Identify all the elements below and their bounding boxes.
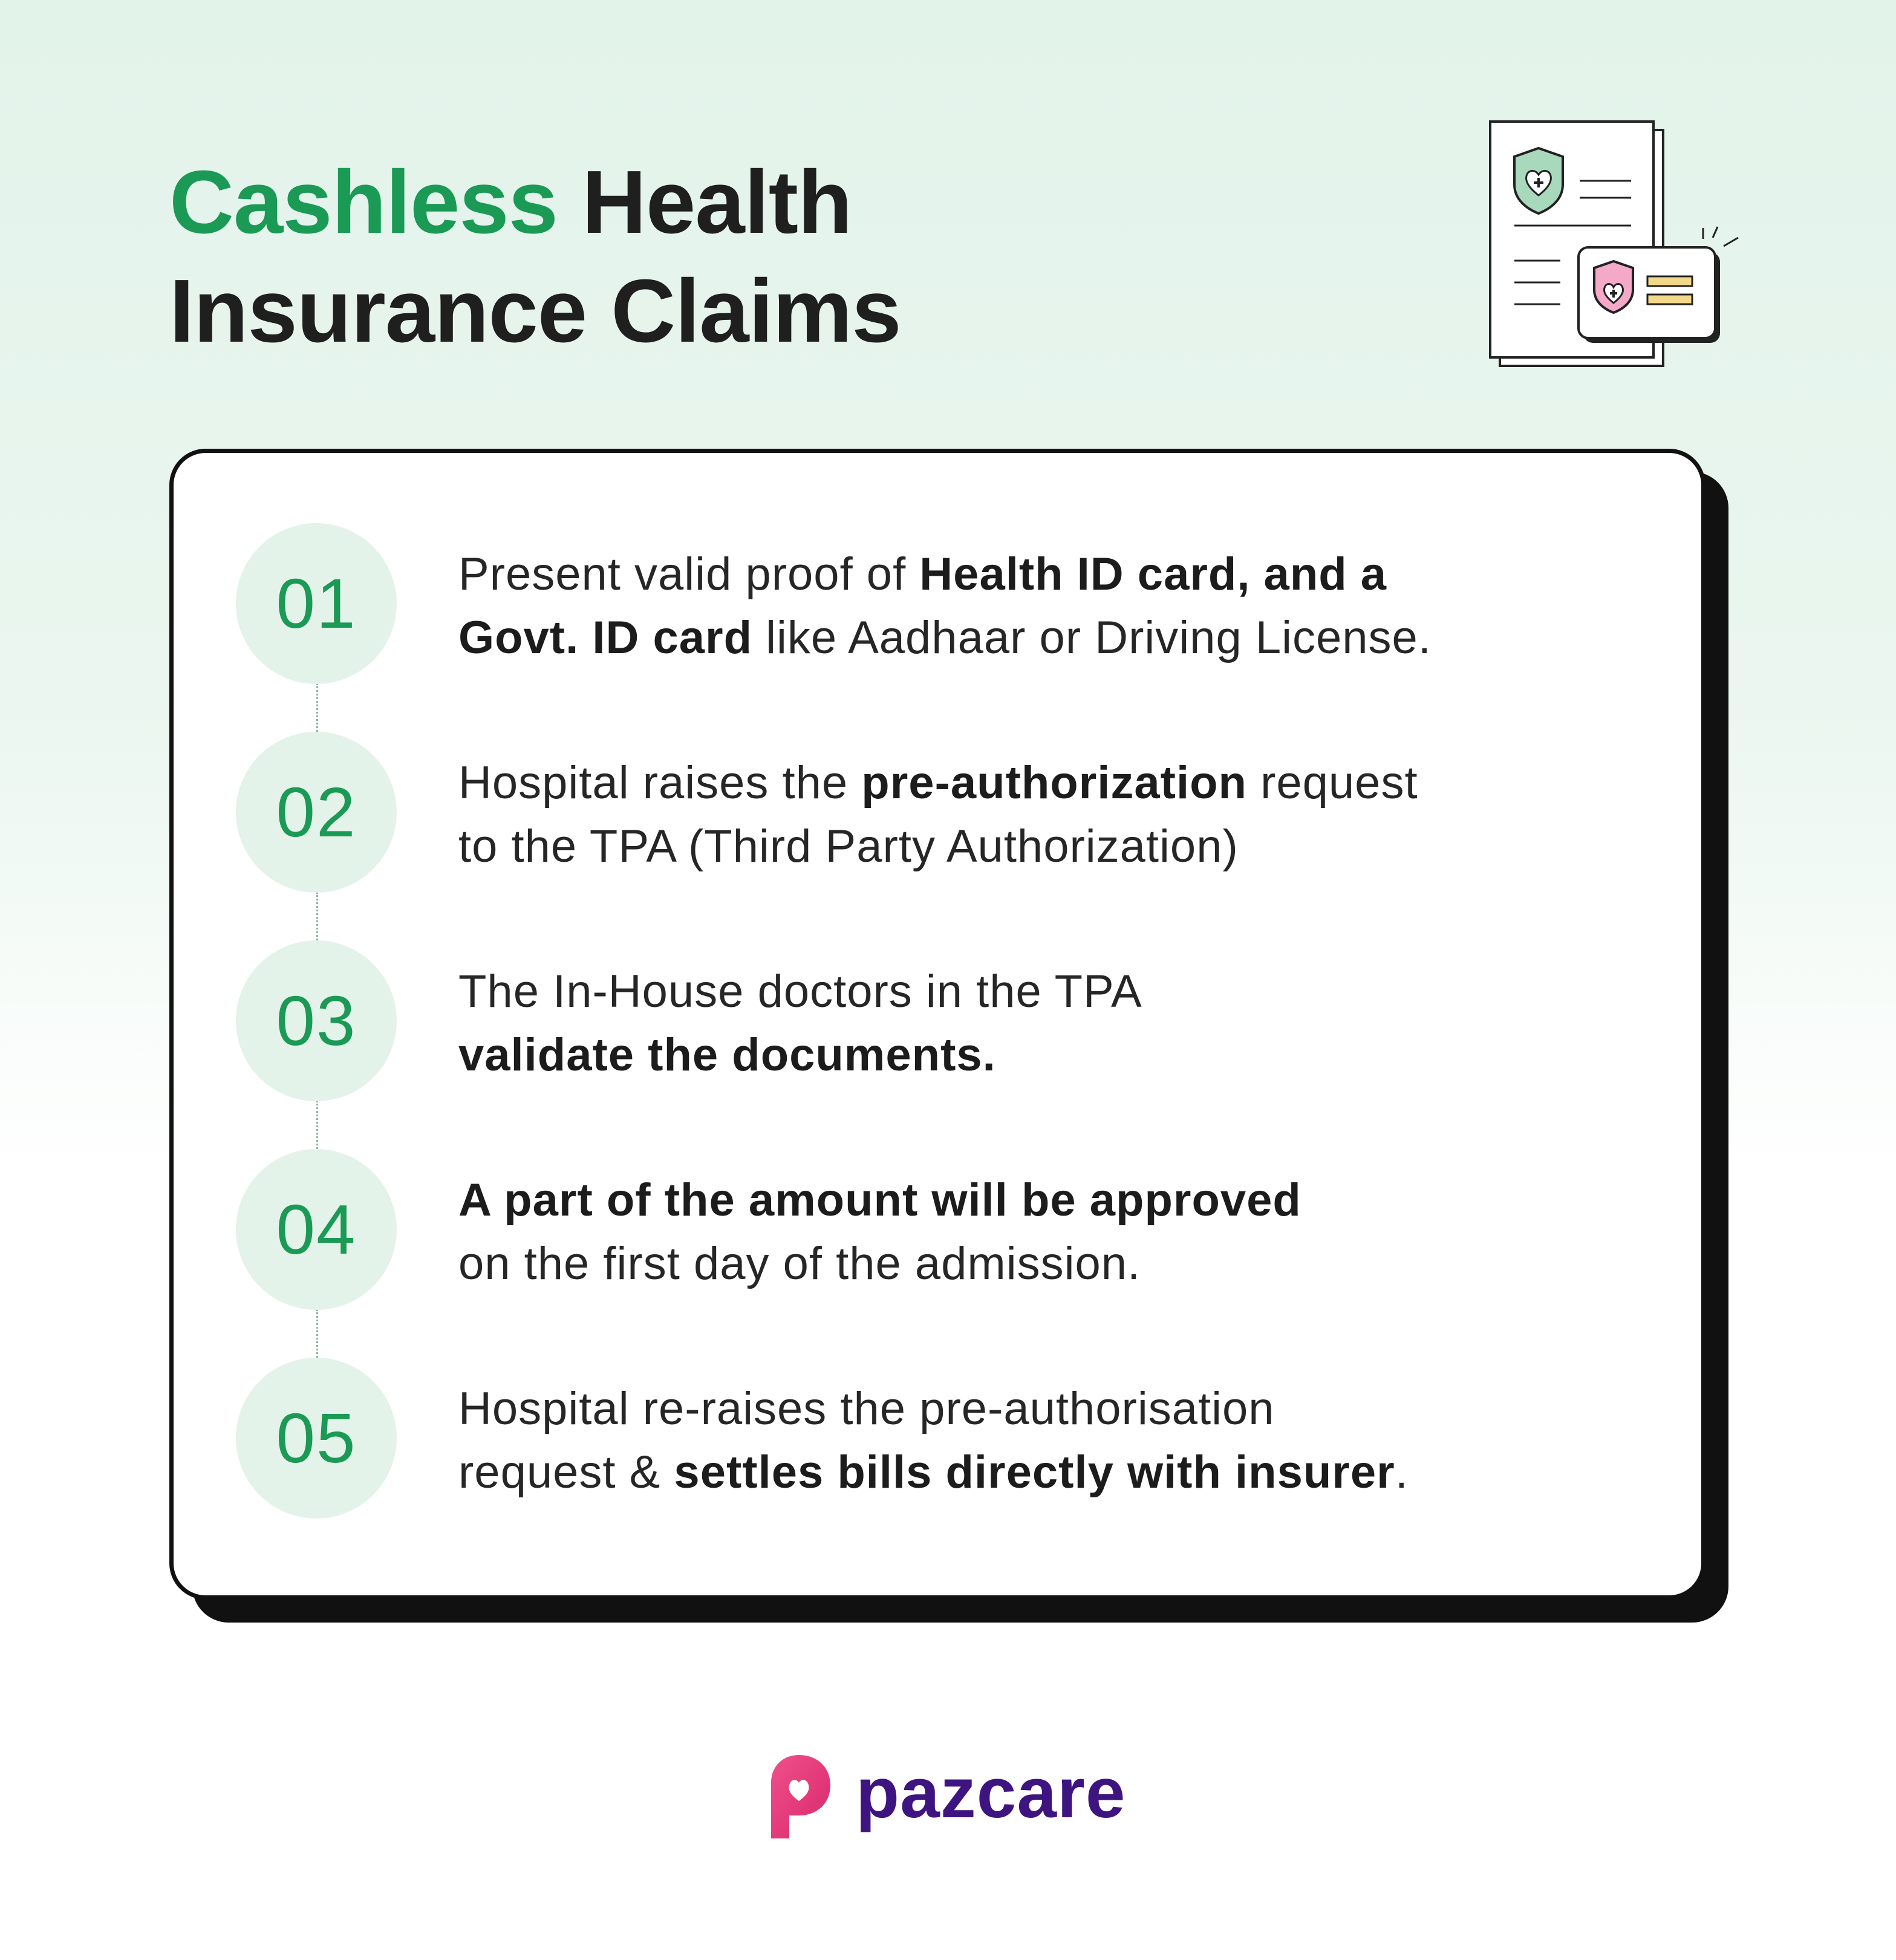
step-number-3: 03 bbox=[236, 940, 397, 1101]
step-text-segment: Hospital raises the bbox=[458, 757, 862, 809]
step-text-segment: Present valid proof of bbox=[458, 549, 920, 600]
step-text-5 bbox=[458, 1377, 1644, 1504]
step-connector bbox=[316, 1101, 318, 1149]
step-text-segment: to the TPA (Third Party Authorization) bbox=[458, 821, 1239, 872]
step-text-bold: Govt. ID card bbox=[458, 612, 752, 663]
step-text-bold: validate the documents. bbox=[458, 1029, 996, 1081]
step-text-bold: settles bills directly with insurer bbox=[674, 1447, 1395, 1498]
step-text-segment: request & bbox=[458, 1447, 674, 1498]
step-text-bold: Health ID card, and a bbox=[919, 549, 1387, 600]
step-text-segment: request bbox=[1246, 757, 1418, 809]
step-number-5: 05 bbox=[236, 1358, 397, 1519]
step-text-bold: pre-authorization bbox=[861, 757, 1247, 809]
step-text-segment: . bbox=[1395, 1447, 1409, 1498]
step-text-segment: The In-House doctors in the TPA bbox=[458, 966, 1142, 1017]
step-number-4: 04 bbox=[236, 1149, 397, 1310]
step-text-segment: like Aadhaar or Driving License. bbox=[752, 612, 1432, 663]
step-text-2 bbox=[458, 751, 1644, 878]
step-text-bold: A part of the amount will be approved bbox=[458, 1174, 1301, 1226]
insurance-documents-icon bbox=[1488, 118, 1754, 384]
step-text-segment: Hospital re-raises the pre-authorisation bbox=[458, 1383, 1275, 1434]
brand-footer bbox=[759, 1748, 1126, 1838]
step-connector bbox=[316, 892, 318, 940]
step-text-4 bbox=[458, 1168, 1644, 1295]
brand-name: pazcare bbox=[856, 1753, 1126, 1833]
title-accent: Cashless bbox=[169, 152, 558, 252]
step-number-1: 01 bbox=[236, 523, 397, 684]
step-text-1 bbox=[458, 542, 1644, 669]
step-number-2: 02 bbox=[236, 732, 397, 893]
title-line2: Insurance Claims bbox=[169, 261, 901, 361]
title-rest: Health bbox=[557, 152, 852, 252]
step-connector bbox=[316, 683, 318, 732]
page-title bbox=[169, 148, 901, 366]
step-text-3 bbox=[458, 960, 1644, 1087]
step-connector bbox=[316, 1309, 318, 1358]
pazcare-logo-icon bbox=[759, 1748, 838, 1838]
step-text-segment: on the first day of the admission. bbox=[458, 1238, 1141, 1289]
